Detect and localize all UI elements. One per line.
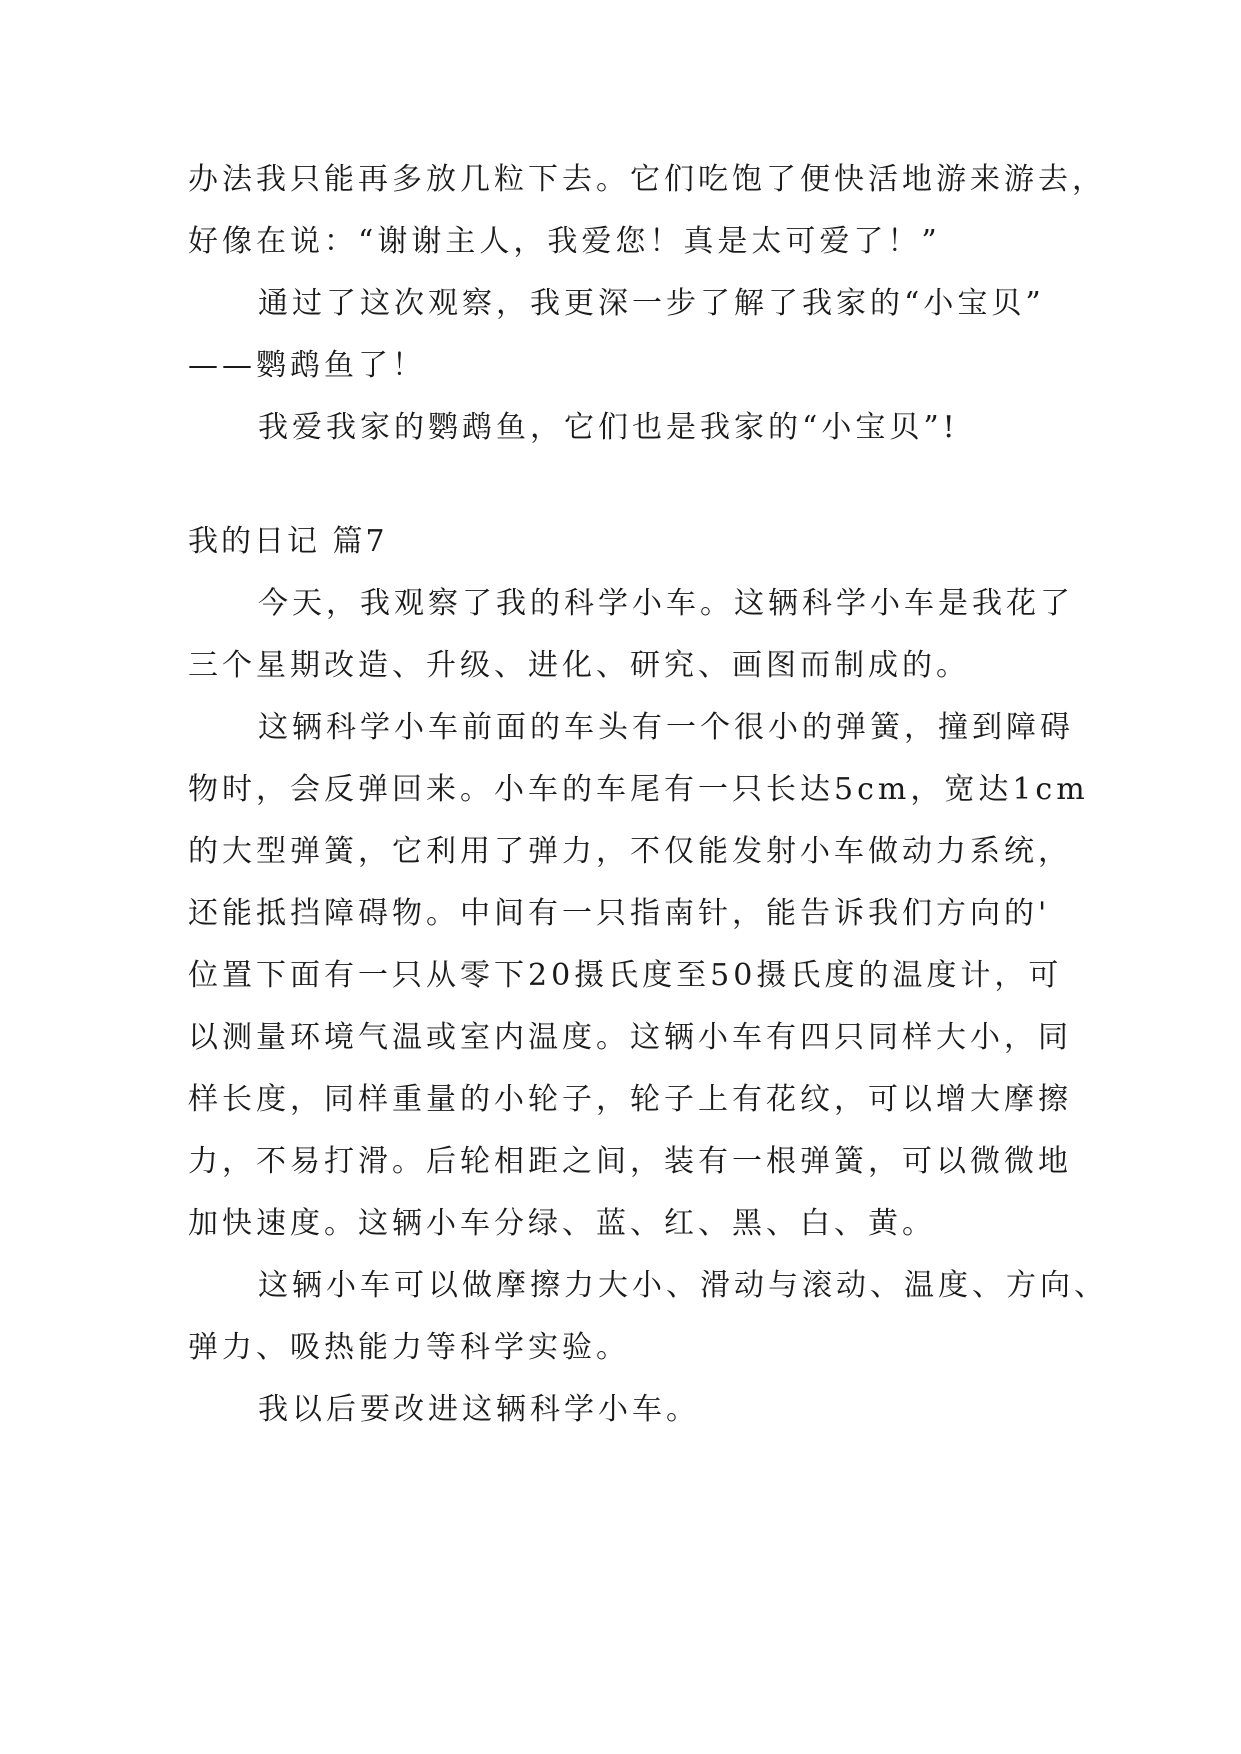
document-page bbox=[188, 160, 1108, 1452]
paragraph-line: 办法我只能再多放几粒下去。它们吃饱了便快活地游来游去， bbox=[188, 162, 1106, 197]
paragraph-line: 好像在说：“谢谢主人，我爱您！真是太可爱了！” bbox=[188, 224, 941, 259]
paragraph-line: 力，不易打滑。后轮相距之间，装有一根弹簧，可以微微地 bbox=[188, 1144, 1072, 1179]
paragraph-line: 还能抵挡障碍物。中间有一只指南针，能告诉我们方向的' bbox=[188, 896, 1051, 931]
paragraph-line: 我以后要改进这辆科学小车。 bbox=[258, 1392, 700, 1427]
paragraph-line: 弹力、吸热能力等科学实验。 bbox=[188, 1330, 630, 1365]
paragraph-line: 物时，会反弹回来。小车的车尾有一只长达5cm，宽达1cm bbox=[188, 772, 1089, 807]
paragraph-line: ——鹦鹉鱼了！ bbox=[188, 348, 426, 383]
paragraph-line: 加快速度。这辆小车分绿、蓝、红、黑、白、黄。 bbox=[188, 1206, 936, 1241]
paragraph-line: 这辆科学小车前面的车头有一个很小的弹簧，撞到障碍 bbox=[258, 710, 1074, 745]
paragraph-line: 以测量环境气温或室内温度。这辆小车有四只同样大小，同 bbox=[188, 1020, 1072, 1055]
paragraph-line: 位置下面有一只从零下20摄氏度至50摄氏度的温度计，可 bbox=[188, 958, 1063, 993]
section-gap bbox=[188, 470, 1088, 522]
paragraph-line: 通过了这次观察，我更深一步了解了我家的“小宝贝” bbox=[258, 286, 1045, 321]
section-heading: 我的日记 篇7 bbox=[188, 524, 388, 559]
paragraph-line: 今天，我观察了我的科学小车。这辆科学小车是我花了 bbox=[258, 586, 1074, 621]
paragraph-line: 的大型弹簧，它利用了弹力，不仅能发射小车做动力系统， bbox=[188, 834, 1072, 869]
paragraph-line: 三个星期改造、升级、进化、研究、画图而制成的。 bbox=[188, 648, 970, 683]
paragraph-line: 样长度，同样重量的小轮子，轮子上有花纹，可以增大摩擦 bbox=[188, 1082, 1072, 1117]
paragraph-line: 这辆小车可以做摩擦力大小、滑动与滚动、温度、方向、 bbox=[258, 1268, 1108, 1303]
paragraph-line: 我爱我家的鹦鹉鱼，它们也是我家的“小宝贝”! bbox=[258, 410, 959, 445]
